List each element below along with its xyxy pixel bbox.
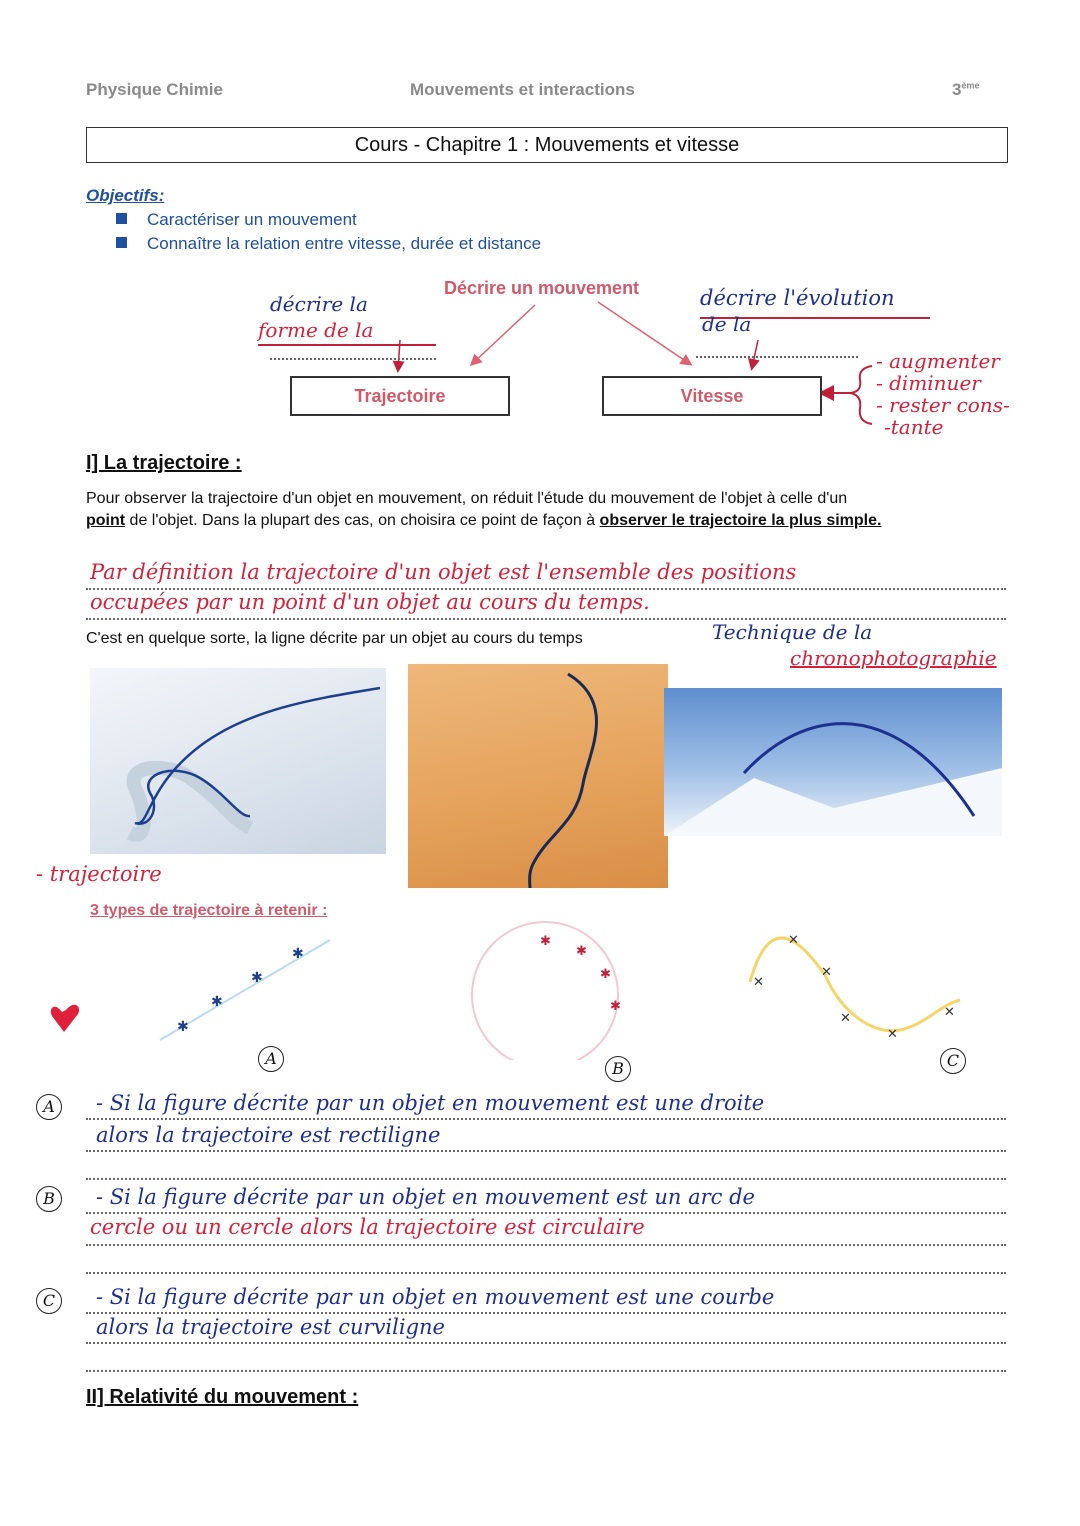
header-theme: Mouvements et interactions bbox=[410, 80, 635, 99]
dotted-line bbox=[86, 1272, 1006, 1274]
speed-options: - augmenter - diminuer - rester cons- -tante bbox=[876, 349, 1010, 439]
svg-text:✕: ✕ bbox=[753, 975, 764, 990]
definition-line-2: occupées par un point d'un objet au cours du temps. bbox=[90, 590, 650, 614]
intro-paragraph: Pour observer la trajectoire d'un objet en mouvement, on réduit l'étude du mouvement de l'objet à celle d'un point de l'objet. Dans la plupart des cas, on choisira ce point de façon à observer le trajectoire la plus simple. bbox=[86, 490, 882, 529]
svg-text:✱: ✱ bbox=[251, 970, 263, 986]
label-a: A bbox=[258, 1046, 284, 1072]
answer-b-line-2: cercle ou un cercle alors la trajectoire est circulaire bbox=[90, 1215, 645, 1239]
technique-note-1: Technique de la bbox=[712, 620, 873, 644]
left-note-2: forme de la bbox=[258, 318, 374, 342]
header-subject: Physique Chimie bbox=[86, 80, 223, 99]
line-text: C'est en quelque sorte, la ligne décrite par un objet au cours du temps bbox=[86, 630, 583, 647]
answer-a-line-1: - Si la figure décrite par un objet en mouvement est une droite bbox=[96, 1091, 765, 1115]
technique-note-2: chronophotographie bbox=[790, 646, 997, 670]
dotted-line bbox=[86, 1244, 1006, 1246]
header-level: 3ème bbox=[952, 80, 980, 99]
trajectory-types-figure bbox=[0, 920, 1080, 1060]
label-b: B bbox=[605, 1056, 631, 1082]
svg-text:✕: ✕ bbox=[821, 965, 832, 980]
answer-b-line-1: - Si la figure décrite par un objet en mouvement est un arc de bbox=[96, 1185, 755, 1209]
svg-text:✕: ✕ bbox=[840, 1011, 851, 1026]
dotted-line bbox=[86, 1150, 1006, 1152]
answer-c-line-2: alors la trajectoire est curviligne bbox=[96, 1315, 445, 1339]
left-note-1: décrire la bbox=[270, 292, 368, 316]
dotted-line bbox=[86, 1342, 1006, 1344]
answer-c-line-1: - Si la figure décrite par un objet en mouvement est une courbe bbox=[96, 1285, 775, 1309]
objectives-label: Objectifs: bbox=[86, 186, 165, 205]
dotted-line bbox=[86, 1118, 1006, 1120]
photo-snow-trajectory bbox=[90, 668, 386, 854]
dotted-line bbox=[86, 1178, 1006, 1180]
dotted-line bbox=[696, 356, 858, 358]
label-c: C bbox=[940, 1048, 966, 1074]
svg-text:✕: ✕ bbox=[788, 933, 799, 948]
photo-note: - trajectoire bbox=[36, 862, 162, 886]
section-2-heading: II] Relativité du mouvement : bbox=[86, 1386, 359, 1408]
svg-text:✱: ✱ bbox=[600, 967, 611, 982]
trajectoire-box: Trajectoire bbox=[290, 376, 510, 416]
right-note-1: décrire l'évolution bbox=[700, 286, 895, 310]
right-note-2: de la bbox=[702, 312, 752, 336]
section-1-heading: I] La trajectoire : bbox=[86, 452, 242, 474]
objective-item: Connaître la relation entre vitesse, durée et distance bbox=[116, 234, 541, 254]
dotted-line bbox=[86, 1370, 1006, 1372]
photo-sand-trajectory bbox=[408, 664, 668, 888]
vitesse-box: Vitesse bbox=[602, 376, 822, 416]
svg-text:✱: ✱ bbox=[610, 999, 621, 1014]
svg-text:✱: ✱ bbox=[211, 994, 223, 1010]
answer-a-line-2: alors la trajectoire est rectiligne bbox=[96, 1123, 441, 1147]
objective-item: Caractériser un mouvement bbox=[116, 210, 357, 230]
dotted-line bbox=[270, 358, 436, 360]
svg-text:✱: ✱ bbox=[292, 946, 304, 962]
types-label: 3 types de trajectoire à retenir : bbox=[90, 902, 328, 919]
definition-line-1: Par définition la trajectoire d'un objet est l'ensemble des positions bbox=[90, 560, 797, 584]
diagram-center-label: Décrire un mouvement bbox=[444, 278, 640, 298]
svg-text:✱: ✱ bbox=[540, 934, 551, 949]
answer-label-c: C bbox=[36, 1288, 62, 1314]
page-title: Cours - Chapitre 1 : Mouvements et vitesse bbox=[354, 134, 740, 156]
photo-ski-trajectory bbox=[664, 688, 1002, 836]
svg-text:✱: ✱ bbox=[576, 944, 587, 959]
svg-text:✕: ✕ bbox=[944, 1005, 955, 1020]
answer-label-a: A bbox=[36, 1094, 62, 1120]
svg-text:✕: ✕ bbox=[887, 1027, 898, 1042]
svg-text:✱: ✱ bbox=[177, 1019, 189, 1035]
answer-label-b: B bbox=[36, 1186, 62, 1212]
